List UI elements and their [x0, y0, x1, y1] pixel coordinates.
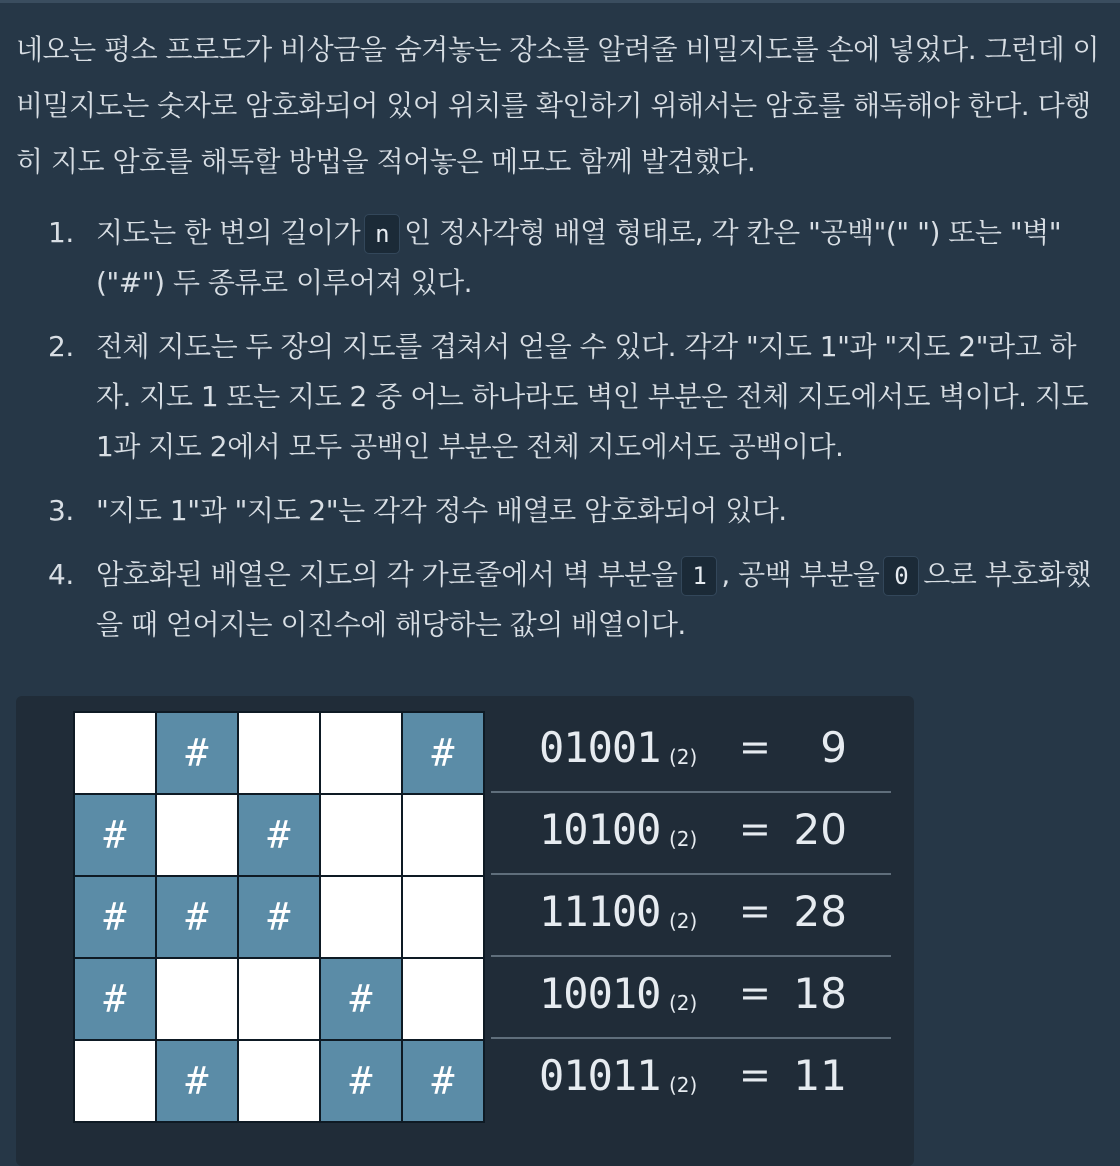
blank-cell: [157, 795, 237, 875]
wall-cell: #: [239, 877, 319, 957]
decimal-value: 20: [793, 805, 847, 854]
inline-code-zero: 0: [883, 556, 919, 596]
wall-cell: #: [157, 877, 237, 957]
decimal-value: 9: [820, 723, 847, 772]
rule-item-1: [16, 208, 1108, 308]
wall-cell: #: [75, 877, 155, 957]
binary-value: 01011: [539, 1051, 661, 1100]
map-example-figure: [16, 696, 914, 1166]
binary-row: [491, 793, 891, 875]
blank-cell: [321, 877, 401, 957]
binary-row: [491, 957, 891, 1039]
base-subscript: (2): [669, 1073, 698, 1097]
rule-number: 3.: [48, 494, 74, 527]
decimal-value: 18: [793, 969, 847, 1018]
binary-row: [491, 711, 891, 793]
base-subscript: (2): [669, 745, 698, 769]
rule-text: 지도는 한 변의 길이가: [96, 216, 361, 249]
rule-item-3: [16, 486, 1108, 536]
binary-value: 10010: [539, 969, 661, 1018]
rule-text: 인 정사각형 배열 형태로, 각 칸은 "공백"(" ") 또는 "벽"("#") 두 종류로 이루어져 있다.: [96, 216, 1062, 299]
base-subscript: (2): [669, 991, 698, 1015]
wall-cell: #: [321, 1041, 401, 1121]
wall-cell: #: [75, 959, 155, 1039]
rule-number: 2.: [48, 330, 74, 363]
rule-item-2: [16, 322, 1108, 472]
binary-row: [491, 875, 891, 957]
decimal-value: 28: [793, 887, 847, 936]
inline-code-one: 1: [681, 556, 717, 596]
binary-value: 10100: [539, 805, 661, 854]
rule-number: 4.: [48, 558, 74, 591]
blank-cell: [321, 713, 401, 793]
blank-cell: [75, 713, 155, 793]
wall-cell: #: [403, 1041, 483, 1121]
rule-text: "지도 1"과 "지도 2"는 각각 정수 배열로 암호화되어 있다.: [96, 494, 787, 527]
rule-text: , 공백 부분을: [721, 558, 880, 591]
blank-cell: [157, 959, 237, 1039]
top-divider: [0, 0, 1120, 3]
rule-item-4: [16, 550, 1108, 650]
blank-cell: [403, 877, 483, 957]
binary-value: 01001: [539, 723, 661, 772]
wall-cell: #: [157, 713, 237, 793]
blank-cell: [239, 1041, 319, 1121]
blank-cell: [403, 795, 483, 875]
base-subscript: (2): [669, 827, 698, 851]
base-subscript: (2): [669, 909, 698, 933]
equals-sign: =: [739, 1053, 771, 1097]
inline-code-n: n: [364, 214, 400, 254]
binary-value: 11100: [539, 887, 661, 936]
rule-text: 으로 부호화했을 때 얻어지는 이진수에 해당하는 값의 배열이다.: [96, 558, 1091, 641]
wall-cell: #: [157, 1041, 237, 1121]
blank-cell: [321, 795, 401, 875]
equals-sign: =: [739, 807, 771, 851]
blank-cell: [75, 1041, 155, 1121]
intro-paragraph: 네오는 평소 프로도가 비상금을 숨겨놓는 장소를 알려줄 비밀지도를 손에 넣었다. 그런데 이 비밀지도는 숫자로 암호화되어 있어 위치를 확인하기 위해서는 암호를 해독해야 한다. 다행히 지도 암호를 해독할 방법을 적어놓은 메모도 함께 발견했다.: [16, 33, 1100, 178]
blank-cell: [239, 713, 319, 793]
wall-cell: #: [403, 713, 483, 793]
wall-cell: #: [321, 959, 401, 1039]
decimal-value: 11: [793, 1051, 847, 1100]
equals-sign: =: [739, 725, 771, 769]
wall-cell: #: [75, 795, 155, 875]
wall-cell: #: [239, 795, 319, 875]
binary-row: [491, 1039, 891, 1119]
equals-sign: =: [739, 971, 771, 1015]
map-grid: [73, 711, 485, 1123]
rule-text: 전체 지도는 두 장의 지도를 겹쳐서 얻을 수 있다. 각각 "지도 1"과 "지도 2"라고 하자. 지도 1 또는 지도 2 중 어느 하나라도 벽인 부분은 전체 지도에서도 벽이다. 지도 1과 지도 2에서 모두 공백인 부분은 전체 지도에서도 공백이다.: [96, 330, 1089, 463]
rules-list: [16, 208, 1108, 650]
equals-sign: =: [739, 889, 771, 933]
problem-description: [16, 22, 1108, 664]
blank-cell: [403, 959, 483, 1039]
rule-text: 암호화된 배열은 지도의 각 가로줄에서 벽 부분을: [96, 558, 678, 591]
blank-cell: [239, 959, 319, 1039]
rule-number: 1.: [48, 216, 74, 249]
binary-conversion-list: [491, 711, 891, 1119]
